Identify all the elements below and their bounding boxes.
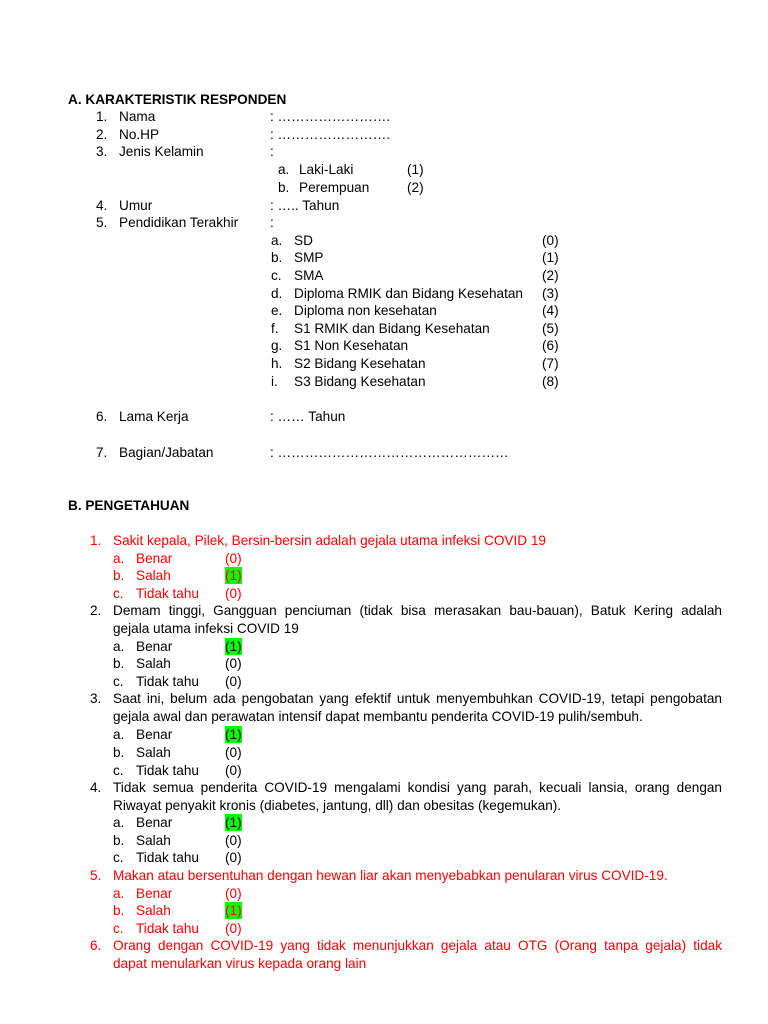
answer-option[interactable]: Salah (136, 833, 171, 848)
option-letter: c. (271, 268, 282, 283)
field-value-bagian-jabatan[interactable]: : …………………………………………… (270, 445, 509, 460)
question-text-cont: gejala awal dan perawatan intensif dapat membantu penderita COVID-19 pulih/sembuh. (113, 709, 643, 724)
question-number: 2. (90, 603, 102, 618)
question-text: Demam tinggi, Gangguan penciuman (tidak bisa merasakan bau-bauan), Batuk Kering adalah (113, 603, 722, 618)
answer-option[interactable]: Benar (136, 551, 173, 566)
question-text: Saat ini, belum ada pengobatan yang efektif untuk menyembuhkan COVID-19, tetapi pengobatan (113, 691, 722, 706)
option-letter: g. (271, 338, 283, 353)
field-value-nama[interactable]: : ……………………. (270, 109, 391, 124)
option-code: (8) (542, 374, 559, 389)
score-label: (0) (225, 674, 242, 689)
field-label-bagian-jabatan: Bagian/Jabatan (119, 445, 214, 460)
field-value-nohp[interactable]: : ……………………. (270, 127, 391, 142)
answer-option[interactable]: Tidak tahu (136, 674, 199, 689)
item-number: 4. (96, 198, 108, 213)
field-value-umur[interactable]: : ….. Tahun (270, 198, 340, 213)
score-label: (0) (225, 551, 242, 566)
question-text: Sakit kepala, Pilek, Bersin-bersin adalah gejala utama infeksi COVID 19 (113, 533, 546, 548)
answer-option[interactable]: Tidak tahu (136, 586, 199, 601)
score-label: (0) (225, 586, 242, 601)
score-label: (0) (225, 745, 242, 760)
option-code: (2) (542, 268, 559, 283)
answer-option[interactable]: Benar (136, 639, 173, 654)
option-letter: a. (113, 551, 125, 566)
option-letter: b. (113, 833, 125, 848)
option-code: (6) (542, 338, 559, 353)
answer-option[interactable]: Salah (136, 568, 171, 583)
score-label: (0) (225, 886, 242, 901)
score-label: (0) (225, 850, 242, 865)
option-letter: b. (113, 745, 125, 760)
field-label-jenis-kelamin: Jenis Kelamin (119, 144, 204, 159)
option-code: (1) (542, 250, 559, 265)
item-number: 7. (96, 445, 108, 460)
option-letter: b. (278, 180, 290, 195)
question-text: Makan atau bersentuhan dengan hewan liar akan menyebabkan penularan virus COVID-19. (113, 868, 668, 883)
field-label-umur: Umur (119, 198, 153, 213)
option-code: (7) (542, 356, 559, 371)
question-text-cont: Riwayat penyakit kronis (diabetes, jantung, dll) dan obesitas (kegemukan). (113, 798, 562, 813)
education-option[interactable]: S3 Bidang Kesehatan (294, 374, 426, 389)
option-letter: d. (271, 286, 283, 301)
item-number: 2. (96, 127, 108, 142)
answer-option[interactable]: Tidak tahu (136, 850, 199, 865)
education-option[interactable]: Diploma non kesehatan (294, 303, 437, 318)
score-label: (0) (225, 921, 242, 936)
option-letter: e. (271, 303, 283, 318)
field-label-nama: Nama (119, 109, 156, 124)
score-label-highlighted: (1) (225, 903, 242, 918)
item-number: 5. (96, 215, 108, 230)
education-option[interactable]: Diploma RMIK dan Bidang Kesehatan (294, 286, 523, 301)
section-a-title: A. KARAKTERISTIK RESPONDEN (68, 92, 287, 107)
option-letter: b. (113, 656, 125, 671)
field-colon: : (270, 144, 274, 159)
education-option[interactable]: SMP (294, 250, 324, 265)
field-value-lama-kerja[interactable]: : …… Tahun (270, 409, 346, 424)
option-letter: a. (113, 886, 125, 901)
answer-option[interactable]: Salah (136, 656, 171, 671)
score-label: (0) (225, 656, 242, 671)
answer-option[interactable]: Benar (136, 727, 173, 742)
education-option[interactable]: SD (294, 233, 313, 248)
option-letter: c. (113, 850, 124, 865)
answer-option[interactable]: Benar (136, 886, 173, 901)
answer-option[interactable]: Salah (136, 903, 171, 918)
gender-option-perempuan[interactable]: Perempuan (299, 180, 370, 195)
score-label: (0) (225, 833, 242, 848)
option-code: (2) (407, 180, 424, 195)
score-label-highlighted: (1) (225, 568, 242, 583)
item-number: 6. (96, 409, 108, 424)
item-number: 3. (96, 144, 108, 159)
option-letter: a. (113, 639, 125, 654)
education-option[interactable]: SMA (294, 268, 324, 283)
field-label-lama-kerja: Lama Kerja (119, 409, 189, 424)
option-code: (4) (542, 303, 559, 318)
gender-option-laki[interactable]: Laki-Laki (299, 162, 354, 177)
option-code: (1) (407, 162, 424, 177)
option-code: (5) (542, 321, 559, 336)
option-letter: f. (271, 321, 279, 336)
option-letter: c. (113, 586, 124, 601)
answer-option[interactable]: Tidak tahu (136, 763, 199, 778)
option-letter: a. (278, 162, 290, 177)
score-label: (0) (225, 763, 242, 778)
question-number: 5. (90, 868, 102, 883)
question-text-cont: gejala utama infeksi COVID 19 (113, 621, 299, 636)
question-text: Tidak semua penderita COVID-19 mengalami kondisi yang parah, kecuali lansia, orang dengan (113, 780, 722, 795)
answer-option[interactable]: Tidak tahu (136, 921, 199, 936)
field-label-nohp: No.HP (119, 127, 160, 142)
field-colon: : (270, 215, 274, 230)
option-letter: a. (113, 727, 125, 742)
question-text: Orang dengan COVID-19 yang tidak menunjukkan gejala atau OTG (Orang tanpa gejala) tidak (113, 938, 722, 953)
option-letter: c. (113, 763, 124, 778)
option-letter: b. (113, 568, 125, 583)
option-letter: h. (271, 356, 283, 371)
option-letter: c. (113, 921, 124, 936)
option-code: (0) (542, 233, 559, 248)
question-number: 6. (90, 938, 102, 953)
field-label-pendidikan: Pendidikan Terakhir (119, 215, 239, 230)
score-label-highlighted: (1) (225, 639, 242, 654)
question-number: 1. (90, 533, 102, 548)
option-letter: a. (271, 233, 283, 248)
score-label-highlighted: (1) (225, 815, 242, 830)
option-letter: a. (113, 815, 125, 830)
answer-option[interactable]: Salah (136, 745, 171, 760)
section-b-title: B. PENGETAHUAN (68, 498, 190, 513)
option-code: (3) (542, 286, 559, 301)
answer-option[interactable]: Benar (136, 815, 173, 830)
option-letter: i. (271, 374, 278, 389)
option-letter: b. (113, 903, 125, 918)
education-option[interactable]: S1 Non Kesehatan (294, 338, 409, 353)
education-option[interactable]: S2 Bidang Kesehatan (294, 356, 426, 371)
option-letter: b. (271, 250, 283, 265)
option-letter: c. (113, 674, 124, 689)
question-number: 3. (90, 691, 102, 706)
score-label-highlighted: (1) (225, 727, 242, 742)
question-text-cont: dapat menularkan virus kepada orang lain (113, 956, 367, 971)
question-number: 4. (90, 780, 102, 795)
education-option[interactable]: S1 RMIK dan Bidang Kesehatan (294, 321, 490, 336)
item-number: 1. (96, 109, 108, 124)
